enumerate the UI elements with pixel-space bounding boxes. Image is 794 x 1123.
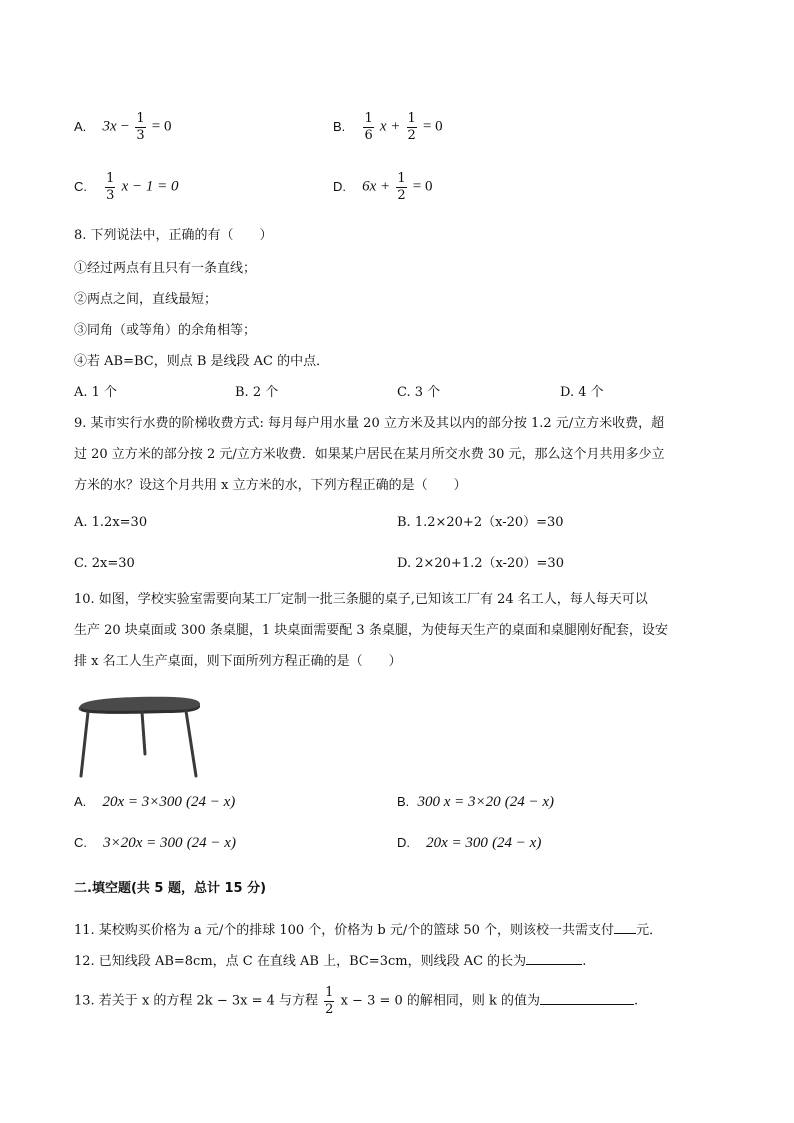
q10-stem-line-3: 排 x 名工人生产桌面，则下面所列方程正确的是（ ）	[74, 654, 402, 669]
three-legged-table-image	[74, 690, 206, 780]
answer-blank[interactable]	[614, 921, 636, 934]
section-heading: 二.填空题(共 5 题，总计 15 分)	[74, 881, 267, 896]
q8-option-b: B. 2 个	[235, 385, 279, 400]
q9-option-a: A. 1.2x=30	[74, 515, 148, 530]
q9-option-b: B. 1.2×20+2（x-20）=30	[397, 515, 564, 530]
q10-option-c: C. 3×20x = 300 (24 − x)	[74, 835, 236, 851]
answer-blank[interactable]	[540, 992, 634, 1005]
q11: 11. 某校购买价格为 a 元/个的排球 100 个，价格为 b 元/个的篮球 50 个，则该校一共需支付 元．	[74, 923, 663, 938]
q8-statement-4: ④若 AB=BC，则点 B 是线段 AC 的中点．	[74, 354, 330, 369]
fraction: $\frac{1}{3}$	[136, 111, 145, 143]
fraction: $\frac{1}{3}$	[106, 171, 115, 203]
fraction: $\frac{1}{2}$	[325, 985, 334, 1017]
q8-option-a: A. 1 个	[74, 385, 118, 400]
q9-option-c: C. 2x=30	[74, 556, 135, 571]
q9-stem-line-2: 过 20 立方米的部分按 2 元/立方米收费．如果某户居民在某月所交水费 30 元，那么这个月共用多少立	[74, 447, 665, 462]
q8-stem: 8. 下列说法中，正确的有（ ）	[74, 228, 273, 243]
q8-option-d: D. 4 个	[560, 385, 604, 400]
q8-statement-3: ③同角（或等角）的余角相等；	[74, 323, 257, 338]
q10-option-d: D. 20x = 300 (24 − x)	[397, 835, 542, 851]
fraction: $\frac{1}{2}$	[407, 111, 416, 143]
q9-option-d: D. 2×20+1.2（x-20）=30	[397, 556, 564, 571]
fraction: $\frac{1}{6}$	[364, 111, 373, 143]
q10-option-a: A. 20x = 3×300 (24 − x)	[74, 794, 236, 810]
q10-option-b: B. 300 x = 3×20 (24 − x)	[397, 794, 555, 810]
q8-statement-2: ②两点之间，直线最短；	[74, 292, 218, 307]
q8-option-c: C. 3 个	[397, 385, 441, 400]
q9-stem-line-3: 方米的水？设这个月共用 x 立方米的水，下列方程正确的是（ ）	[74, 478, 467, 493]
q8-statement-1: ①经过两点有且只有一条直线；	[74, 261, 257, 276]
answer-blank[interactable]	[526, 952, 582, 965]
q9-stem-line-1: 9. 某市实行水费的阶梯收费方式: 每月每户用水量 20 立方米及其以内的部分按 1.2 元/立方米收费，超	[74, 416, 665, 431]
q13: 13. 若关于 x 的方程 2k − 3x = 4 与方程 $\frac{1}{2}$ x − 3 = 0 的解相同，则 k 的值为 .	[74, 985, 639, 1017]
q10-stem-line-1: 10. 如图，学校实验室需要向某工厂定制一批三条腿的桌子,已知该工厂有 24 名工人，每人每天可以	[74, 592, 648, 607]
q12: 12. 已知线段 AB=8cm，点 C 在直线 AB 上，BC=3cm，则线段 AC 的长为 .	[74, 954, 587, 969]
q7-option-b: B. $\frac{1}{6}$ x + $\frac{1}{2}$ = 0	[333, 111, 443, 143]
q7-option-a: A. 3x − $\frac{1}{3}$ = 0	[74, 111, 172, 143]
q7-option-d: D. 6x + $\frac{1}{2}$ = 0	[333, 171, 433, 203]
q7-option-c: C. $\frac{1}{3}$ x − 1 = 0	[74, 171, 179, 203]
q10-stem-line-2: 生产 20 块桌面或 300 条桌腿，1 块桌面需要配 3 条桌腿，为使每天生产的桌面和桌腿刚好配套，设安	[74, 623, 668, 638]
fraction: $\frac{1}{2}$	[397, 171, 406, 203]
